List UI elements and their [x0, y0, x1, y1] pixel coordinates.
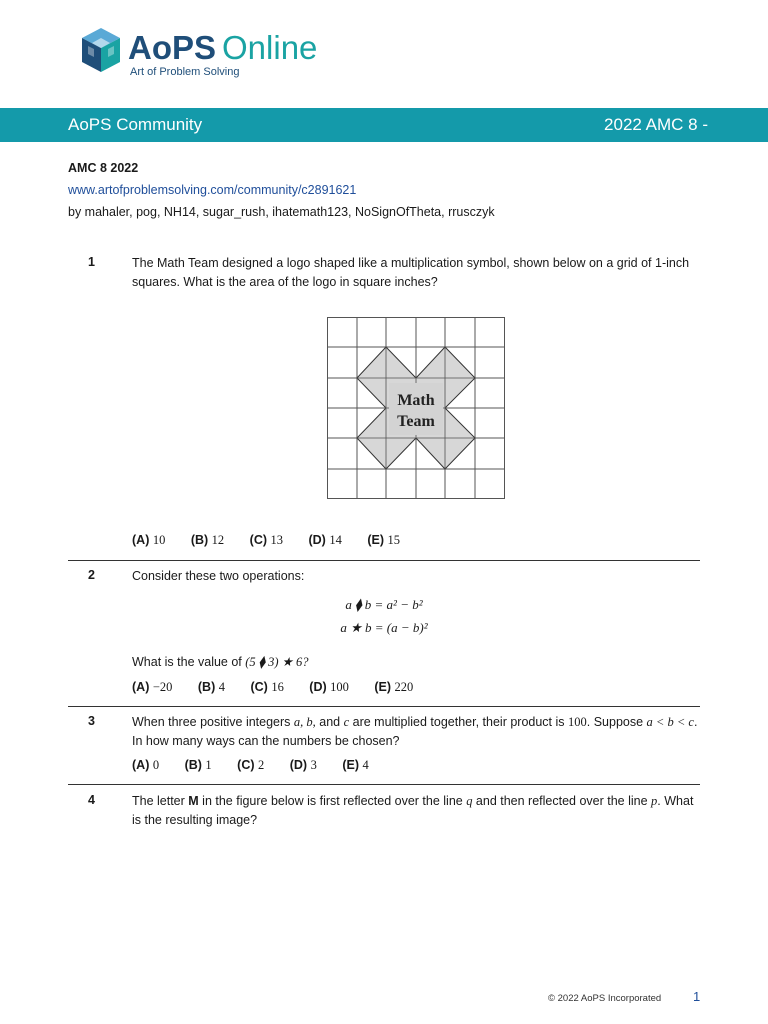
problem-1-number: 1: [88, 255, 95, 269]
problem-3-choices: [132, 758, 391, 773]
figure-label-team: Team: [397, 413, 435, 430]
community-link[interactable]: www.artofproblemsolving.com/community/c2891621: [68, 183, 357, 197]
logo-tagline: Art of Problem Solving: [130, 66, 240, 78]
logo-wordmark: [128, 28, 317, 68]
choice-c[interactable]: (C) 16: [250, 680, 284, 694]
problem-4-number: 4: [88, 793, 95, 807]
choice-e[interactable]: (E) 220: [374, 680, 414, 694]
page-number: 1: [693, 989, 701, 1004]
math-team-logo-figure: [327, 317, 507, 499]
aops-logo: [80, 26, 340, 82]
problem-4-text: The letter M in the figure below is first reflected over the line q and then reflected over the line p. What is the resulting image?: [132, 794, 694, 827]
banner-contest: 2022 AMC 8 -: [604, 115, 708, 134]
divider: [68, 784, 700, 785]
choice-c[interactable]: (C) 13: [249, 533, 283, 547]
choice-d[interactable]: (D) 100: [309, 680, 349, 694]
header-banner: [0, 108, 768, 142]
problem-2-number: 2: [88, 568, 95, 582]
choice-b[interactable]: (B) 1: [184, 758, 212, 772]
equation-star: a ★ b = (a − b)²: [340, 620, 428, 635]
logo-brand: AoPS: [128, 29, 217, 66]
problem-1-choices: [132, 533, 422, 548]
choice-b[interactable]: (B) 4: [197, 680, 225, 694]
problem-3-text: When three positive integers a, b, and c are multiplied together, their product is 100. Suppose a < b < c. In how many ways can the numbers be chosen?: [132, 715, 698, 748]
choice-e[interactable]: (E) 15: [367, 533, 400, 547]
authors-line: by mahaler, pog, NH14, sugar_rush, ihatemath123, NoSignOfTheta, rrusczyk: [68, 205, 495, 219]
problem-1-text: The Math Team designed a logo shaped like a multiplication symbol, shown below on a grid of 1-inch squares. What is the area of the logo in square inches?: [132, 256, 690, 289]
logo-product: Online: [222, 29, 318, 66]
contest-title: AMC 8 2022: [68, 161, 139, 175]
cube-logo-icon: [80, 26, 122, 74]
choice-d[interactable]: (D) 14: [308, 533, 342, 547]
choice-b[interactable]: (B) 12: [190, 533, 225, 547]
choice-c[interactable]: (C) 2: [237, 758, 265, 772]
problem-2-text: Consider these two operations:: [132, 569, 305, 583]
choice-d[interactable]: (D) 3: [289, 758, 317, 772]
banner-community: AoPS Community: [68, 115, 203, 134]
choice-a[interactable]: (A) 0: [132, 758, 160, 772]
equation-diamond: a ⧫ b = a² − b²: [345, 597, 423, 612]
figure-label-math: Math: [397, 392, 435, 409]
problem-2-question: What is the value of (5 ⧫ 3) ★ 6?: [132, 655, 309, 669]
problem-2-choices: [132, 680, 435, 695]
choice-a[interactable]: (A) −20: [132, 680, 173, 694]
document-meta: [68, 157, 495, 223]
problem-3-number: 3: [88, 714, 95, 728]
footer-copyright: © 2022 AoPS Incorporated: [548, 993, 662, 1004]
choice-e[interactable]: (E) 4: [342, 758, 369, 772]
choice-a[interactable]: (A) 10: [132, 533, 166, 547]
divider: [68, 560, 700, 561]
divider: [68, 706, 700, 707]
